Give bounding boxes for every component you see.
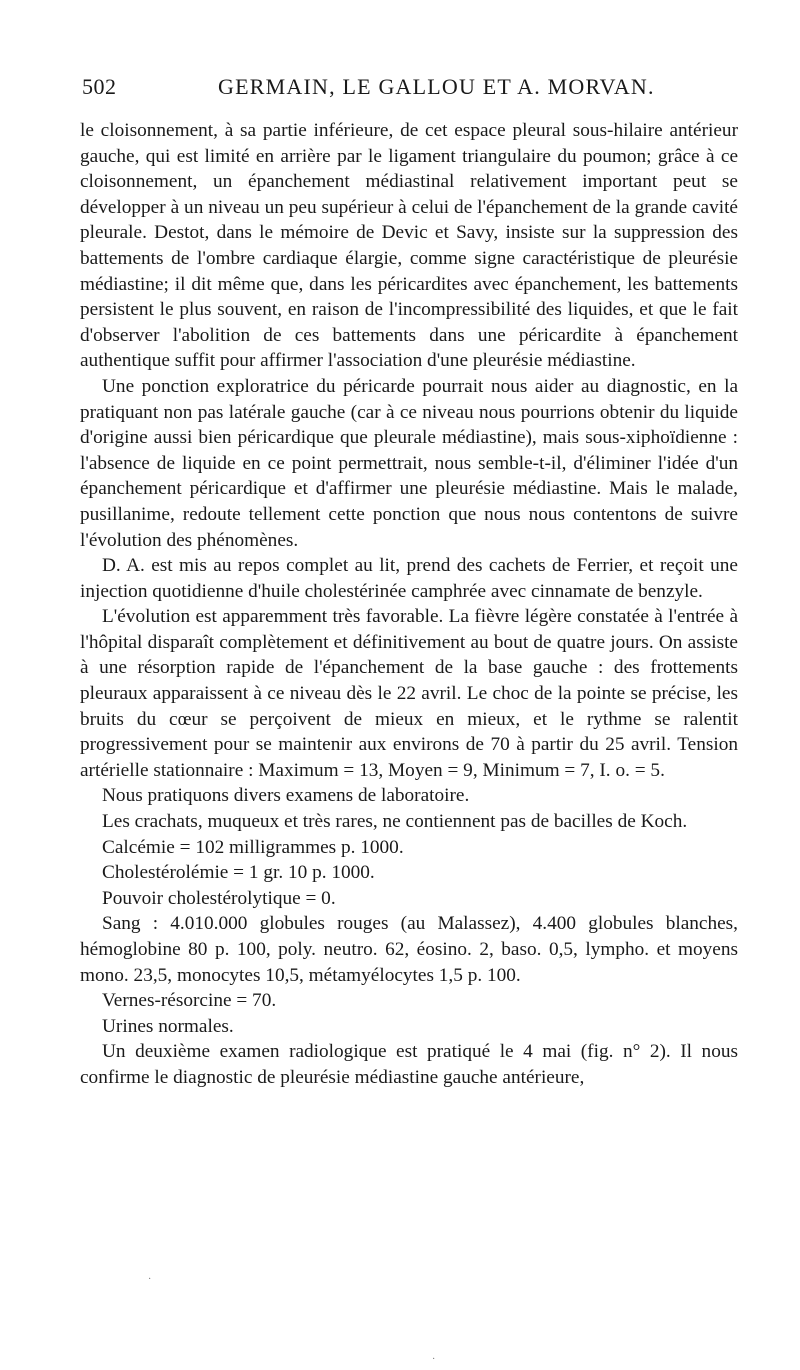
- paragraph-radiologie: Un deuxième examen radiologique est pratiqué le 4 mai (fig. n° 2). Il nous confirme le diagnostic de pleurésie médiastine gauche antérieure,: [80, 1041, 738, 1088]
- paragraph-crachats: Les crachats, muqueux et très rares, ne contiennent pas de bacilles de Koch.: [102, 811, 688, 833]
- scan-speck: ·: [148, 1274, 152, 1285]
- scan-speck: ·: [432, 1354, 436, 1365]
- lab-pouvoir-cholesterolytique: Pouvoir cholestérolytique = 0.: [102, 887, 336, 909]
- paragraph-continuation: le cloisonnement, à sa partie inférieure, de cet espace pleural sous-hilaire antérieur gauche, qui est limité en arrière par le ligament triangulaire du poumon; grâce à ce cloisonnement, un épanchement médiastinal relativement important peut se développer à un niveau un peu supérieur à celui de l'épanchement de la grande cavité pleurale. Destot, dans le mémoire de Devic et Savy, insiste sur la suppression des battements de l'ombre cardiaque élargie, comme signe caractéristique de pleurésie médiastine; il dit même que, dans les péricardites avec épanchement, les battements persistent le plus souvent, en raison de l'incompressibilité des liquides, et que le fait d'observer l'abolition de ces battements dans une péricardite à épanchement authentique suffit pour affirmer l'association d'une pleurésie médiastine.: [80, 120, 738, 372]
- paragraph-evolution: L'évolution est apparemment très favorable. La fièvre légère constatée à l'entrée à l'hôpital disparaît complètement et définitivement au bout de quatre jours. On assiste à une résorption rapide de l'épanchement de la base gauche : des frottements pleuraux apparaissent à ce niveau dès le 22 avril. Le choc de la pointe se précise, les bruits du cœur se perçoivent de mieux en mieux, et le rythme se ralentit progressivement pour se maintenir aux environs de 70 à partir du 25 avril. Tension artérielle stationnaire : Maximum = 13, Moyen = 9, Minimum = 7, I. o. = 5.: [80, 606, 738, 781]
- lab-cholesterolemie: Cholestérolémie = 1 gr. 10 p. 1000.: [102, 862, 375, 884]
- lab-sang: Sang : 4.010.000 globules rouges (au Malassez), 4.400 globules blanches, hémoglobine 80 p. 100, poly. neutro. 62, éosino. 2, baso. 0,5, lympho. et moyens mono. 23,5, monocytes 10,5, métamyélocytes 1,5 p. 100.: [80, 913, 738, 986]
- paragraph-laboratory: Nous pratiquons divers examens de laboratoire.: [102, 785, 470, 807]
- page-header: [80, 74, 738, 108]
- paragraph-ponction: Une ponction exploratrice du péricarde pourrait nous aider au diagnostic, en la pratiquant non pas latérale gauche (car à ce niveau nous pourrions obtenir du liquide d'origine aussi bien péricardique que pleurale médiastine), mais sous-xiphoïdienne : l'absence de liquide en ce point permettrait, nous semble-t-il, d'éliminer l'idée d'un épanchement péricardique et d'affirmer une pleurésie médiastine. Mais le malade, pusillanime, redoute tellement cette ponction que nous nous contentons de suivre l'évolution des phénomènes.: [80, 375, 738, 551]
- lab-calcemie: Calcémie = 102 milligrammes p. 1000.: [102, 836, 404, 858]
- paragraph-treatment: D. A. est mis au repos complet au lit, prend des cachets de Ferrier, et reçoit une injection quotidienne d'huile cholestérinée camphrée avec cinnamate de benzyle.: [80, 555, 738, 602]
- page-number: 502: [82, 74, 117, 99]
- lab-vernes-resorcine: Vernes-résorcine = 70.: [102, 990, 277, 1012]
- running-title: GERMAIN, LE GALLOU ET A. MORVAN.: [218, 74, 655, 99]
- body-text: [80, 118, 738, 1091]
- lab-urines: Urines normales.: [102, 1015, 234, 1037]
